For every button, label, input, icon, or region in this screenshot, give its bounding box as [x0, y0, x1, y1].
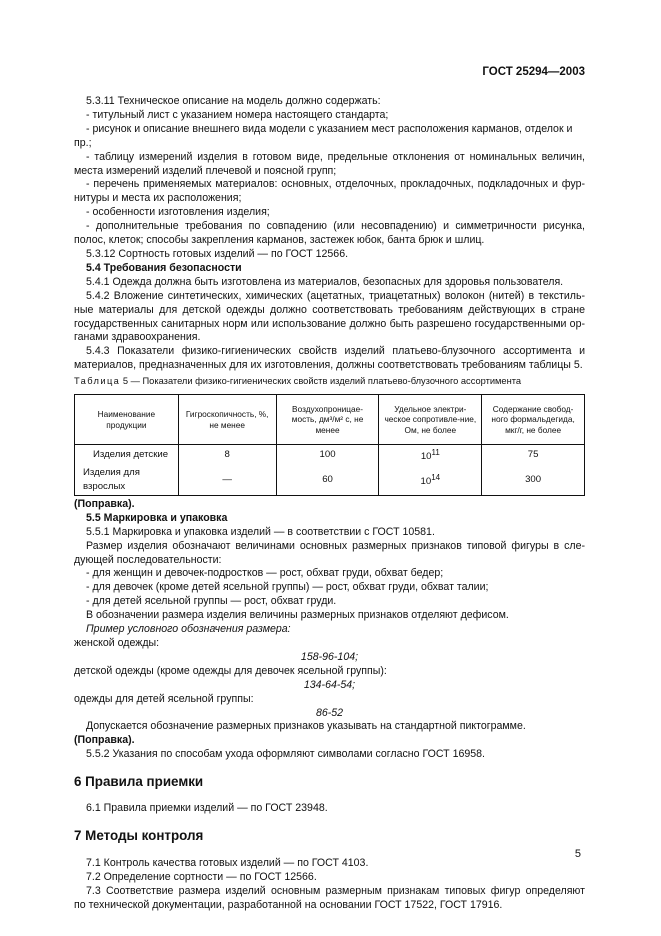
- list-item-continuation: нитуры и места их расположения;: [74, 192, 242, 205]
- table-caption-text: 5 — Показатели физико-гигиенических свойств изделий платьево-блузочного ассортимента: [122, 376, 522, 387]
- header-product: Наименование продукции: [75, 395, 179, 445]
- header-formaldehyde: Содержание свобод-ного формальдегида, мкг/г, не более: [482, 395, 585, 445]
- header-air-permeability: Воздухопроницае-мость, дм³/м² с, не менее: [276, 395, 379, 445]
- cell-product: Изделия детские: [75, 445, 179, 466]
- resistance-exponent: 11: [431, 448, 440, 458]
- clause-5-4-2: 5.4.2 Вложение синтетических, химических (ацетатных, триацетатных) волокон (нитей) в текстиль-: [86, 289, 585, 302]
- cell-formaldehyde: 300: [482, 465, 585, 495]
- cell-product: Изделия для взрослых: [75, 465, 179, 495]
- table-row: [75, 445, 585, 466]
- clause-5-5-2: 5.5.2 Указания по способам ухода оформляют символами согласно ГОСТ 16958.: [86, 748, 485, 761]
- cell-resistance: [379, 445, 482, 466]
- clause-5-5-1: 5.5.1 Маркировка и упаковка изделий — в соответствии с ГОСТ 10581.: [86, 525, 435, 538]
- properties-table: [74, 394, 585, 496]
- cell-air-permeability: 100: [276, 445, 379, 466]
- clause-7-2: 7.2 Определение сортности — по ГОСТ 12566.: [86, 870, 317, 883]
- clause-6-1: 6.1 Правила приемки изделий — по ГОСТ 23948.: [86, 802, 328, 815]
- list-item-continuation: места измерений изделий плечевой и поясной групп;: [74, 164, 337, 177]
- clause-5-4-2-cont: ганами здравоохранения.: [74, 331, 201, 344]
- cell-air-permeability: 60: [276, 465, 379, 495]
- resistance-exponent: 14: [431, 472, 441, 482]
- section-heading-5-5: 5.5 Маркировка и упаковка: [86, 511, 228, 524]
- clause-5-4-2-cont: ные материалы для детской одежды должно соответствовать требованиям действующих в стране: [74, 303, 585, 316]
- clause-7-1: 7.1 Контроль качества готовых изделий — по ГОСТ 4103.: [86, 857, 369, 870]
- document-header: ГОСТ 25294—2003: [482, 66, 585, 78]
- list-item: - дополнительные требования по совпадению (или несовпадению) и симметричности рисунка,: [86, 220, 585, 233]
- clause-5-4-1: 5.4.1 Одежда должна быть изготовлена из материалов, безопасных для здоровья пользователя.: [86, 275, 564, 288]
- cell-hygroscopicity: 8: [178, 445, 276, 466]
- section-heading-5-4: 5.4 Требования безопасности: [86, 261, 242, 274]
- example-title: Пример условного обозначения размера:: [86, 623, 291, 636]
- clause-7-3: 7.3 Соответствие размера изделий основным размерным признакам типовых фигур определяют: [86, 884, 585, 897]
- table-caption-word: Таблица: [74, 376, 121, 387]
- example-label: одежды для детей ясельной группы:: [74, 692, 254, 705]
- list-item: - рисунок и описание внешнего вида модели с указанием мест расположения карманов, отделок и пр.;: [74, 122, 573, 149]
- size-paragraph: Размер изделия обозначают величинами основных размерных признаков типовой фигуры в сле-: [86, 539, 585, 552]
- example-size: 86-52: [315, 706, 344, 719]
- cell-hygroscopicity: —: [178, 465, 276, 495]
- example-size: 158-96-104;: [300, 650, 359, 663]
- list-item: - для детей ясельной группы — рост, обхват груди.: [86, 595, 337, 608]
- table-row: [75, 465, 585, 495]
- clause-5-4-3-cont: материалов, предназначенных для их изготовления, должны соответствовать требованиям таблицы 5.: [74, 359, 583, 372]
- section-heading-7: 7 Методы контроля: [74, 828, 204, 844]
- table-header-row: [75, 395, 585, 445]
- list-item: - перечень применяемых материалов: основных, отделочных, прокладочных, подкладочных и фур-: [86, 178, 585, 191]
- list-item: - таблицу измерений изделия в готовом виде, предельные отклонения от номинальных величин,: [86, 150, 585, 163]
- amendment-note: (Поправка).: [74, 734, 135, 747]
- list-item-continuation: полос, клеток; способы закрепления карманов, застежек юбок, банта брюк и шлиц.: [74, 234, 485, 247]
- example-label: женской одежды:: [74, 637, 160, 649]
- cell-formaldehyde: 75: [482, 445, 585, 466]
- clause-5-3-11: 5.3.11 Техническое описание на модель должно содержать:: [86, 95, 381, 107]
- page-content: [74, 95, 585, 913]
- list-item: - особенности изготовления изделия;: [86, 206, 270, 219]
- hyphen-rule: В обозначении размера изделия величины размерных признаков отделяют дефисом.: [86, 609, 509, 622]
- clause-5-4-3: 5.4.3 Показатели физико-гигиенических свойств изделий платьево-блузочного ассортимента и: [86, 345, 585, 358]
- list-item: - для девочек (кроме детей ясельной группы) — рост, обхват груди, обхват талии;: [86, 581, 489, 594]
- resistance-base: 10: [420, 476, 432, 488]
- table-caption: [74, 375, 585, 389]
- cell-resistance: [379, 465, 482, 495]
- clause-5-3-12: 5.3.12 Сортность готовых изделий — по ГОСТ 12566.: [86, 247, 349, 260]
- amendment-note: (Поправка).: [74, 497, 135, 510]
- resistance-base: 10: [420, 451, 432, 463]
- example-label: детской одежды (кроме одежды для девочек ясельной группы):: [74, 664, 387, 677]
- size-paragraph-cont: дующей последовательности:: [74, 553, 222, 566]
- section-heading-6: 6 Правила приемки: [74, 774, 204, 790]
- list-item: - для женщин и девочек-подростков — рост, обхват груди, обхват бедер;: [86, 567, 444, 580]
- clause-7-3-cont: по технической документации, разработанной на основании ГОСТ 17522, ГОСТ 17916.: [74, 898, 503, 911]
- pictogram-note: Допускается обозначение размерных признаков указывать на стандартной пиктограмме.: [86, 720, 526, 733]
- header-hygroscopicity: Гигроскопичность, %, не менее: [178, 395, 276, 445]
- example-size: 134-64-54;: [303, 678, 356, 691]
- header-resistance: Удельное электри-ческое сопротивле-ние, Ом, не более: [379, 395, 482, 445]
- clause-5-4-2-cont: государственных санитарных норм или использование должно быть разрешено государственными ор-: [74, 317, 585, 330]
- page-number: 5: [574, 848, 581, 860]
- list-item: - титульный лист с указанием номера настоящего стандарта;: [86, 108, 389, 121]
